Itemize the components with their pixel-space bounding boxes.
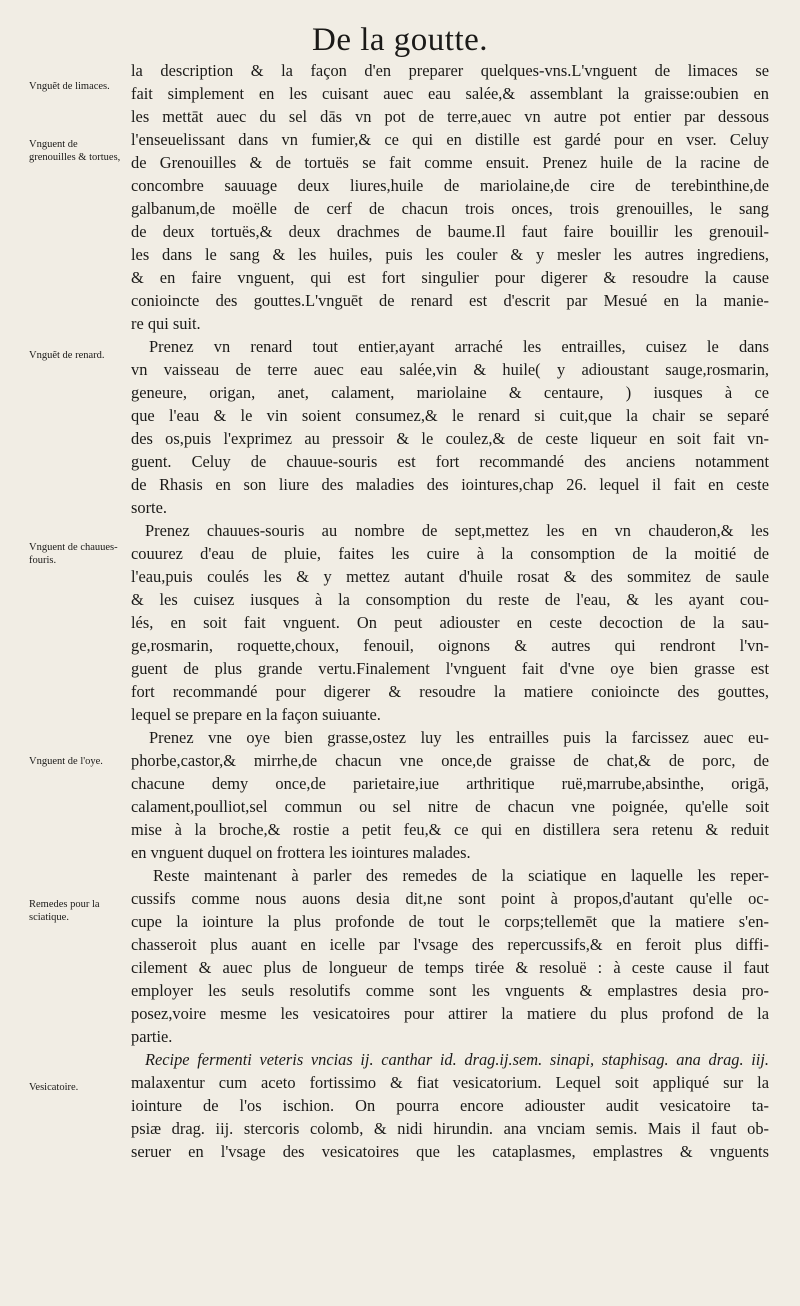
text-line: l'eau,puis coulés les & y mettez autant d'huile rosat & des sommitez de saule bbox=[131, 567, 769, 586]
margin-note-sciatique: Remedes pour la sciatique. bbox=[29, 899, 100, 923]
text-line: phorbe,castor,& mirrhe,de chacun vne once,de graisse de chat,& de porc, de bbox=[131, 751, 769, 770]
body-text bbox=[131, 59, 769, 1163]
text-line: ge,rosmarin, roquette,choux, fenouil, oignons & autres qui rendront l'vn- bbox=[131, 636, 769, 655]
text-line: conioincte des gouttes.L'vnguēt de renard est d'escrit par Mesué en la manie- bbox=[131, 291, 769, 310]
text-line: & en faire vnguent, qui est fort singulier pour digerer & resoudre la cause bbox=[131, 268, 769, 287]
text-line: lés, en soit fait vnguent. On peut adiouster en ceste decoction de la sau- bbox=[131, 613, 769, 632]
text-line: cussifs comme nous auons desia dit,ne sont point à propos,d'autant qu'elle oc- bbox=[131, 889, 769, 908]
text-line: chacune demy once,de parietaire,iue arthritique ruë,marrube,absinthe, origā, bbox=[131, 774, 769, 793]
text-line: employer les seuls resolutifs comme sont les vnguents & emplastres desia pro- bbox=[131, 981, 769, 1000]
text-line: guent de plus grande vertu.Finalement l'vnguent fait d'vne oye bien grasse est bbox=[131, 659, 769, 678]
text-line: cupe la iointure la plus profonde de tout le corps;tellemēt que la matiere s'en- bbox=[131, 912, 769, 931]
text-line: Prenez vn renard tout entier,ayant arraché les entrailles, cuisez le dans bbox=[149, 337, 769, 356]
text-line: l'enseuelissant dans vn fumier,& ce qui en distille est gardé pour en vser. Celuy bbox=[131, 130, 769, 149]
margin-note-renard: Vnguẽt de renard. bbox=[29, 350, 105, 361]
text-line: psiæ drag. iij. stercoris colomb, & nidi hirundin. ana vnciam semis. Mais il faut ob- bbox=[131, 1119, 769, 1138]
margin-note-vesicatoire: Vesicatoire. bbox=[29, 1082, 79, 1093]
page-title: De la goutte. bbox=[311, 22, 489, 58]
text-line: vn vaisseau de terre auec eau salée,vin & huile( y adioustant sauge,rosmarin, bbox=[131, 360, 769, 379]
text-line: de Grenouilles & de tortuës se fait comme ensuit. Prenez huile de la racine de bbox=[131, 153, 769, 172]
margin-note-chauues-souris: Vnguent de chauues-fouris. bbox=[29, 542, 118, 566]
text-line: geneure, origan, anet, calament, mariolaine & centaure, ) iusques à ce bbox=[131, 383, 769, 402]
text-line: en vnguent duquel on frottera les iointures malades. bbox=[131, 843, 471, 862]
margin-note-grenouilles: Vnguent de grenouilles & tortues, bbox=[29, 139, 121, 163]
text-line: de Rhasis en son liure des maladies des iointures,chap 26. lequel il fait en ceste bbox=[131, 475, 769, 494]
text-line: concombre sauuage deux liures,huile de mariolaine,de cire de terebinthine,de bbox=[131, 176, 769, 195]
text-line: calament,poulliot,sel commun ou sel nitre de chacun vne poignée, qu'elle soit bbox=[131, 797, 769, 816]
text-line: fait simplement en les cuisant auec eau salée,& assemblant la graisse:oubien en bbox=[131, 84, 769, 103]
text-line: lequel se prepare en la façon suiuante. bbox=[131, 705, 381, 724]
text-line: que l'eau & le vin soient consumez,& le renard si cuit,que la chair se separé bbox=[131, 406, 769, 425]
text-line: chasseroit plus auant en icelle par l'vsage des repercussifs,& en feroit plus diffi- bbox=[131, 935, 769, 954]
text-line: malaxentur cum aceto fortissimo & fiat vesicatorium. Lequel soit appliqué sur la bbox=[131, 1073, 769, 1092]
text-line: fort recommandé pour digerer & resoudre la matiere conioincte des gouttes, bbox=[131, 682, 769, 701]
text-line: la description & la façon d'en preparer quelques-vns.L'vnguent de limaces se bbox=[131, 61, 769, 80]
text-line: de deux tortuës,& deux drachmes de baume.Il faut faire bouillir les grenouil- bbox=[131, 222, 769, 241]
margin-note-limaces: Vnguẽt de limaces. bbox=[29, 81, 110, 92]
text-line: couurez d'eau de pluie, faites les cuire à la consomption de la moitié de bbox=[131, 544, 769, 563]
text-line: Prenez vne oye bien grasse,ostez luy les entrailles puis la farcissez auec eu- bbox=[149, 728, 769, 747]
text-line: re qui suit. bbox=[131, 314, 201, 333]
text-line: & les cuisez iusques à la consomption du reste de l'eau, & les ayant cou- bbox=[131, 590, 769, 609]
text-line: les dans le sang & les huiles, puis les couler & y mesler les autres ingrediens, bbox=[131, 245, 769, 264]
margin-notes bbox=[0, 0, 132, 1306]
text-line: Reste maintenant à parler des remedes de la sciatique en laquelle les reper- bbox=[153, 866, 769, 885]
text-line: posez,voire mesme les vesicatoires pour attirer la matiere du plus profond de la bbox=[131, 1004, 769, 1023]
text-line: les mettāt auec du sel dās vn pot de terre,auec vn autre pot entier par dessous bbox=[131, 107, 769, 126]
text-line: sorte. bbox=[131, 498, 167, 517]
text-line: galbanum,de moëlle de cerf de chacun trois onces, trois grenouilles, le sang bbox=[131, 199, 769, 218]
text-line: guent. Celuy de chauue-souris est fort recommandé des anciens notamment bbox=[131, 452, 769, 471]
text-line: Prenez chauues-souris au nombre de sept,mettez les en vn chauderon,& les bbox=[145, 521, 769, 540]
margin-note-oye: Vnguent de l'oye. bbox=[29, 756, 103, 767]
text-line: iointure de l'os ischion. On pourra encore adiouster audit vesicatoire ta- bbox=[131, 1096, 769, 1115]
text-line: cilement & auec plus de longueur de temps tirée & resoluë : à ceste cause il faut bbox=[131, 958, 769, 977]
text-line: mise à la broche,& rostie a petit feu,& ce qui en distillera sera retenu & reduit bbox=[131, 820, 769, 839]
text-line: seruer en l'vsage des vesicatoires que les cataplasmes, emplastres & vnguents bbox=[131, 1142, 769, 1161]
text-line: partie. bbox=[131, 1027, 173, 1046]
text-line-recipe: Recipe fermenti veteris vncias ij. canthar id. drag.ij.sem. sinapi, staphisag. ana drag. iij. bbox=[145, 1050, 769, 1069]
text-line: des os,puis l'exprimez au pressoir & le coulez,& de ceste liqueur en soit fait vn- bbox=[131, 429, 769, 448]
